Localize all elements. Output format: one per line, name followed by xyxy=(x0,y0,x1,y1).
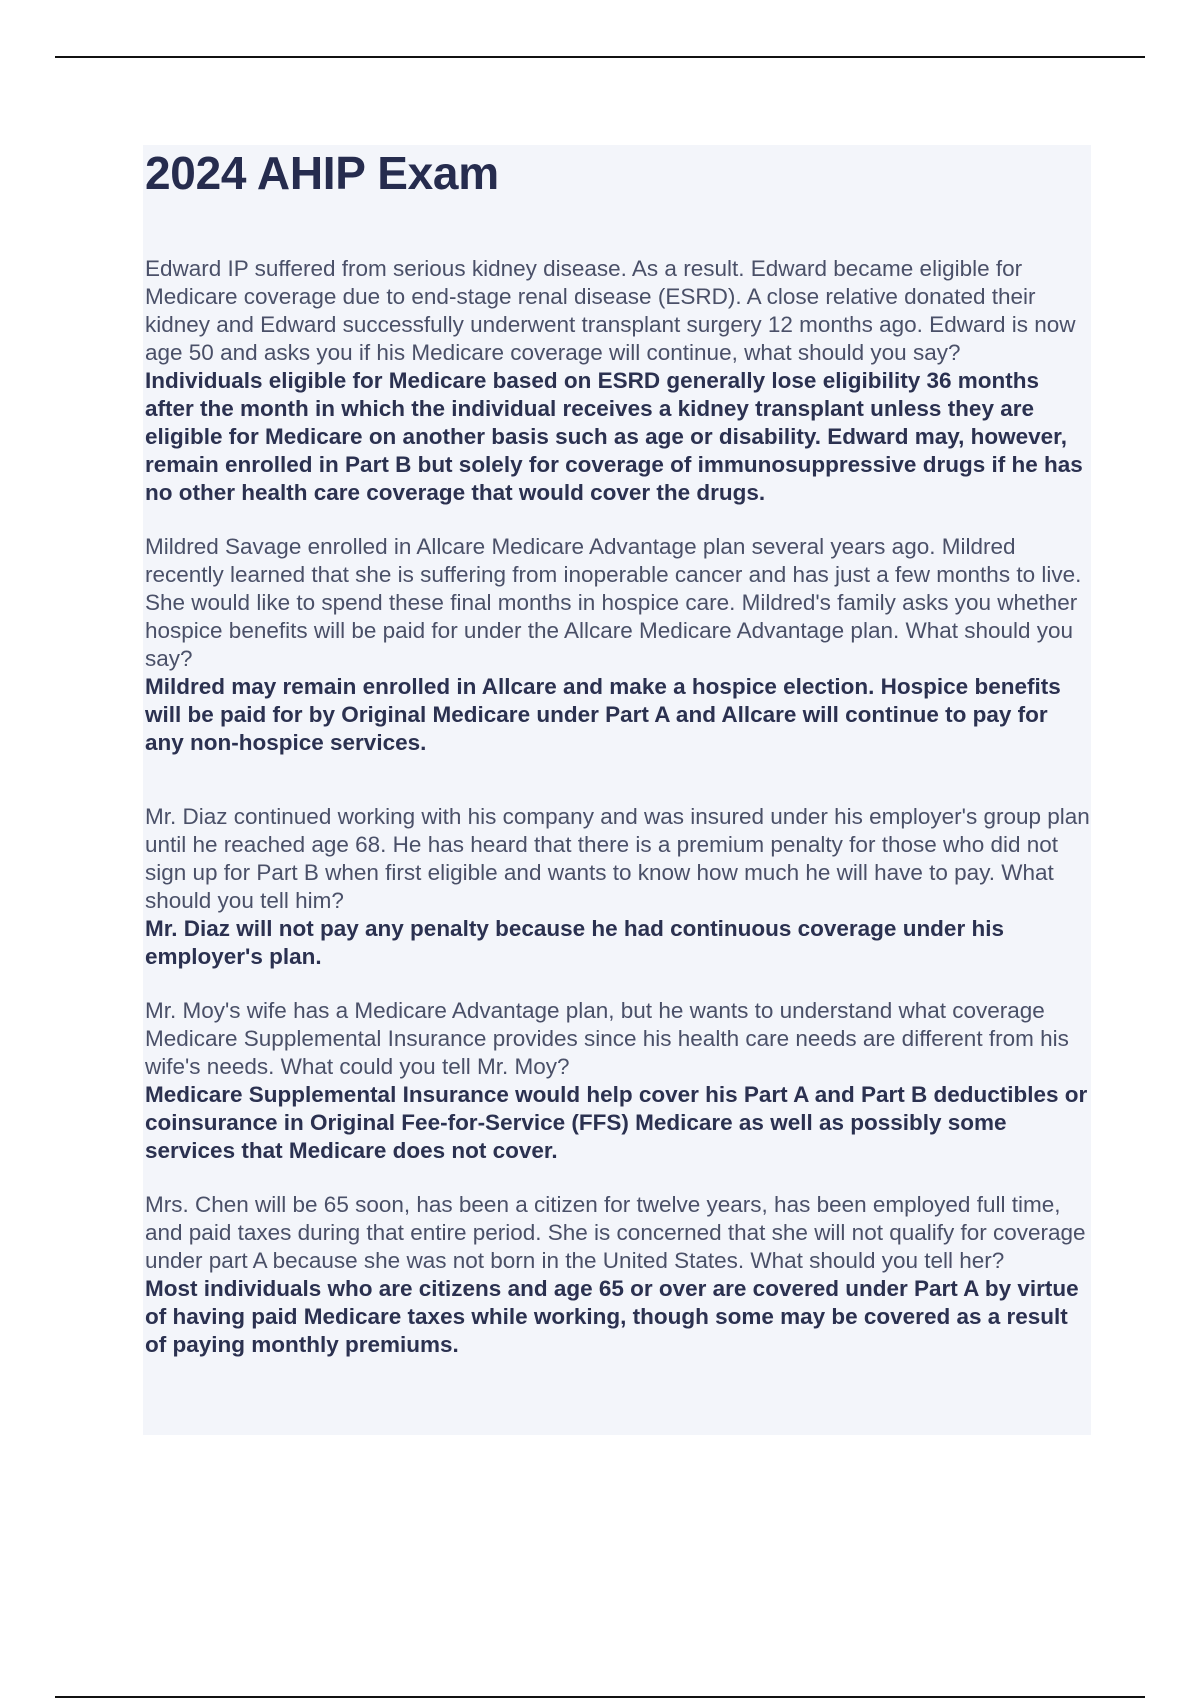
page-title: 2024 AHIP Exam xyxy=(145,147,499,199)
bottom-divider xyxy=(55,1696,1145,1698)
qa-item xyxy=(145,533,1090,757)
qa-item xyxy=(145,255,1090,507)
question-text: Mr. Moy's wife has a Medicare Advantage plan, but he wants to understand what coverage Medicare Supplemental Insurance provides since his health care needs are different from his wife's needs. What could you tell Mr. Moy? xyxy=(145,998,1069,1079)
qa-list xyxy=(145,255,1090,1359)
qa-item xyxy=(145,997,1090,1165)
answer-text: Mildred may remain enrolled in Allcare and make a hospice election. Hospice benefits will be paid for by Original Medicare under Part A and Allcare will continue to pay for any non-hospice services. xyxy=(145,674,1061,755)
question-text: Mr. Diaz continued working with his company and was insured under his employer's group plan until he reached age 68. He has heard that there is a premium penalty for those who did not sign up for Part B when first eligible and wants to know how much he will have to pay. What should you tell him? xyxy=(145,804,1090,913)
top-divider xyxy=(55,56,1145,58)
question-text: Edward IP suffered from serious kidney disease. As a result. Edward became eligible for Medicare coverage due to end-stage renal disease (ESRD). A close relative donated their kidney and Edward successfully underwent transplant surgery 12 months ago. Edward is now age 50 and asks you if his Medicare coverage will continue, what should you say? xyxy=(145,256,1076,365)
answer-text: Most individuals who are citizens and age 65 or over are covered under Part A by virtue of having paid Medicare taxes while working, though some may be covered as a result of paying monthly premiums. xyxy=(145,1276,1079,1357)
question-text: Mildred Savage enrolled in Allcare Medicare Advantage plan several years ago. Mildred recently learned that she is suffering from inoperable cancer and has just a few months to live. She would like to spend these final months in hospice care. Mildred's family asks you whether hospice benefits will be paid for under the Allcare Medicare Advantage plan. What should you say? xyxy=(145,534,1082,671)
qa-item xyxy=(145,803,1090,971)
answer-text: Medicare Supplemental Insurance would help cover his Part A and Part B deductibles or coinsurance in Original Fee-for-Service (FFS) Medicare as well as possibly some services that Medicare does not cover. xyxy=(145,1082,1088,1163)
question-text: Mrs. Chen will be 65 soon, has been a citizen for twelve years, has been employed full time, and paid taxes during that entire period. She is concerned that she will not qualify for coverage under part A because she was not born in the United States. What should you tell her? xyxy=(145,1192,1086,1273)
qa-item xyxy=(145,1191,1090,1359)
answer-text: Individuals eligible for Medicare based on ESRD generally lose eligibility 36 months after the month in which the individual receives a kidney transplant unless they are eligible for Medicare on another basis such as age or disability. Edward may, however, remain enrolled in Part B but solely for coverage of immunosuppressive drugs if he has no other health care coverage that would cover the drugs. xyxy=(145,368,1083,505)
answer-text: Mr. Diaz will not pay any penalty because he had continuous coverage under his employer's plan. xyxy=(145,916,1004,969)
